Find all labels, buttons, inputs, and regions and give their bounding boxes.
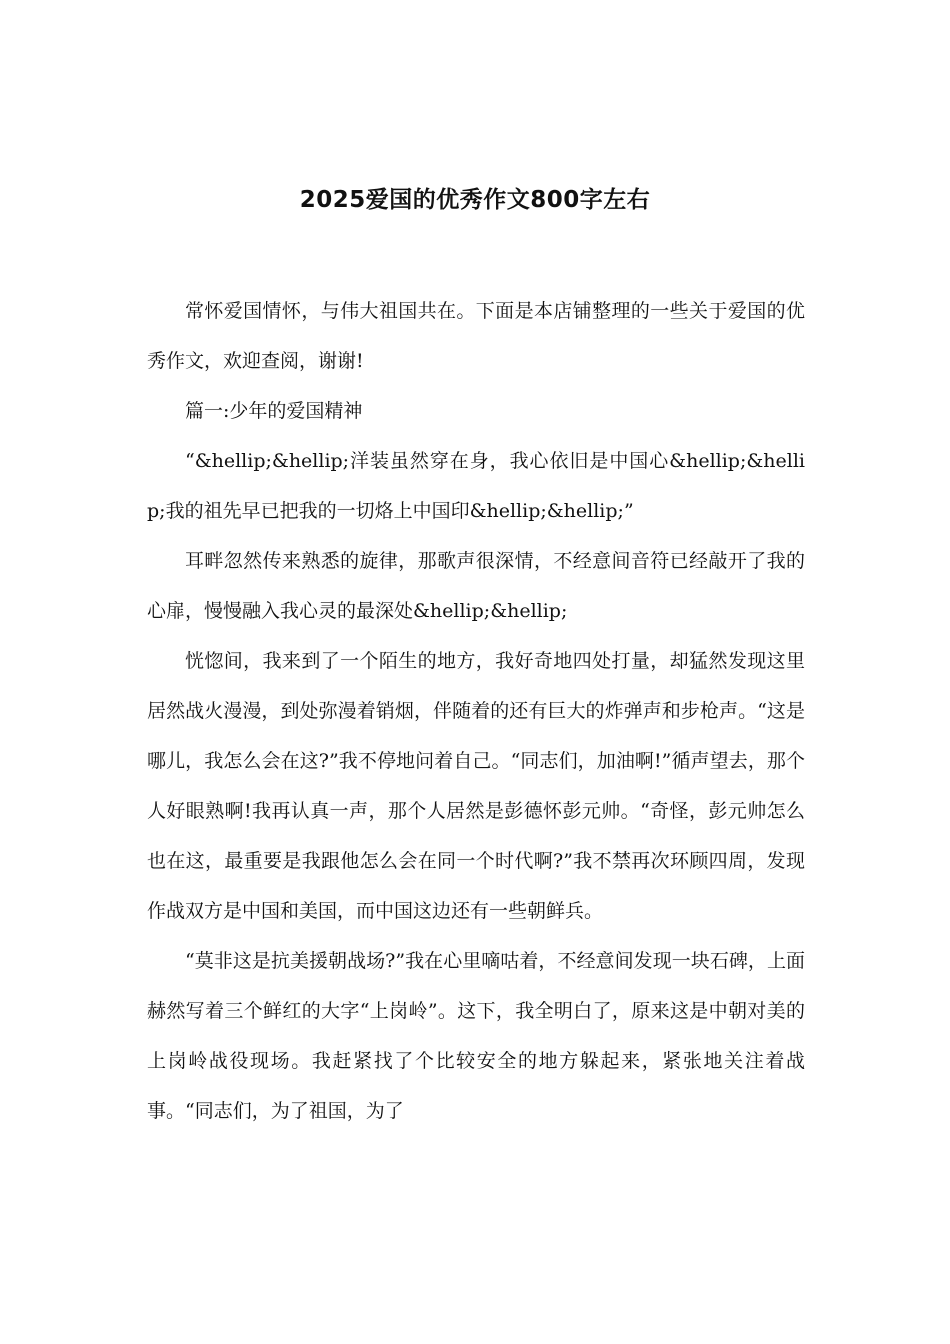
section-heading: 篇一:少年的爱国精神 (185, 400, 363, 422)
body-paragraph: 耳畔忽然传来熟悉的旋律，那歌声很深情，不经意间音符已经敲开了我的心扉，慢慢融入我心灵的最深处&hellip;&hellip; (147, 550, 805, 622)
body-paragraph: “莫非这是抗美援朝战场?”我在心里嘀咕着，不经意间发现一块石碑，上面赫然写着三个鲜红的大字“上岗岭”。这下，我全明白了，原来这是中朝对美的上岗岭战役现场。我赶紧找了个比较安全的地方躲起来，紧张地关注着战事。“同志们，为了祖国，为了 (147, 950, 805, 1122)
lyric-paragraph: “&hellip;&hellip;洋装虽然穿在身，我心依旧是中国心&hellip;&hellip;我的祖先早已把我的一切烙上中国印&hellip;&hellip;” (147, 450, 805, 522)
document-title: 2025爱国的优秀作文800字左右 (299, 187, 651, 213)
document-body (147, 286, 805, 1136)
intro-paragraph: 常怀爱国情怀，与伟大祖国共在。下面是本店铺整理的一些关于爱国的优秀作文，欢迎查阅，谢谢! (147, 300, 805, 372)
body-paragraph: 恍惚间，我来到了一个陌生的地方，我好奇地四处打量，却猛然发现这里居然战火漫漫，到处弥漫着销烟，伴随着的还有巨大的炸弹声和步枪声。“这是哪儿，我怎么会在这?”我不停地问着自己。“同志们，加油啊!”循声望去，那个人好眼熟啊!我再认真一声，那个人居然是彭德怀彭元帅。“奇怪，彭元帅怎么也在这，最重要是我跟他怎么会在同一个时代啊?”我不禁再次环顾四周，发现作战双方是中国和美国，而中国这边还有一些朝鲜兵。 (147, 650, 805, 922)
